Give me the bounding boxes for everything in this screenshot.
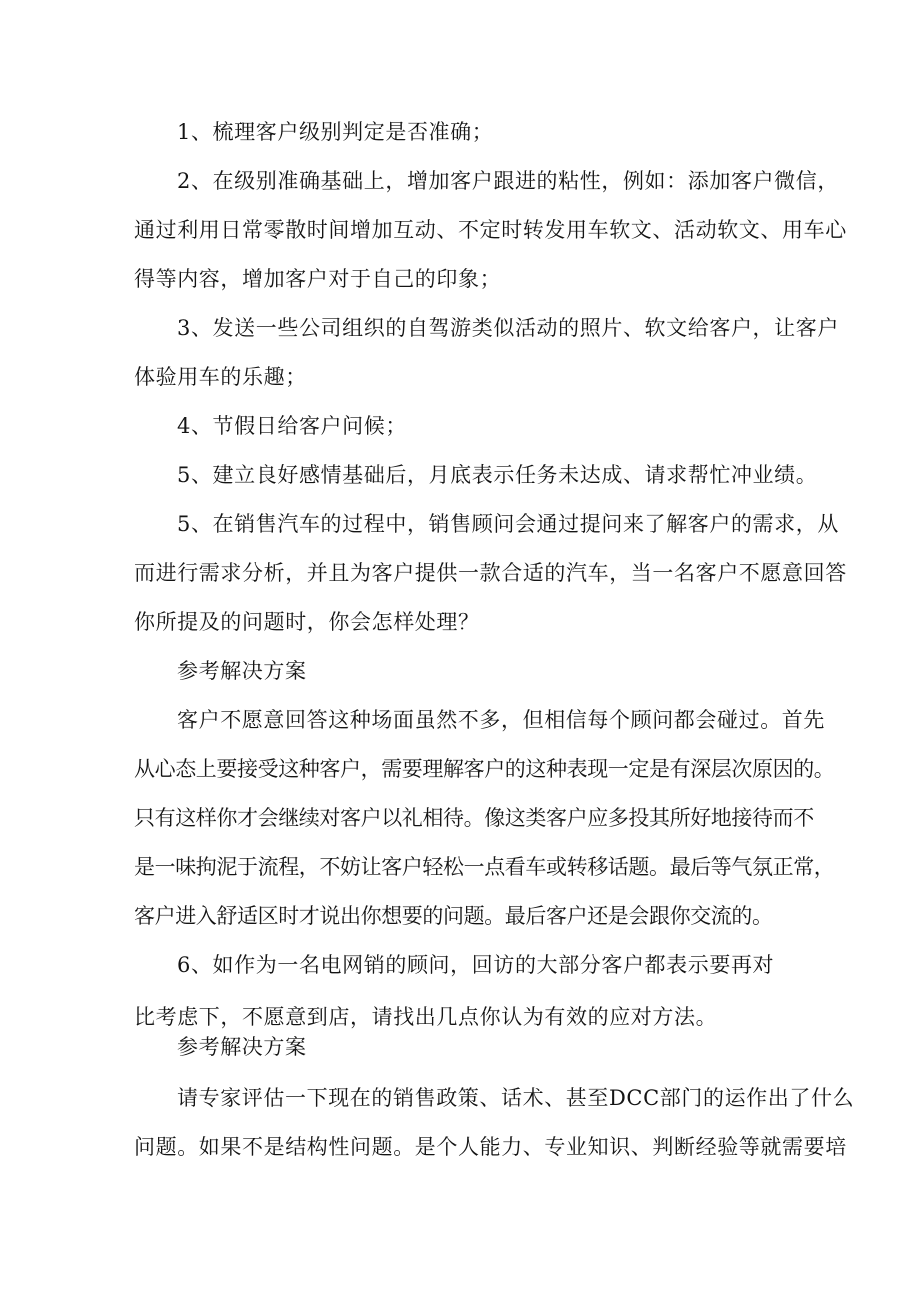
section-heading: 参考解决方案 [177, 659, 307, 683]
text-line: 请专家评估一下现在的销售政策、话术、甚至DCC部门的运作出了什么 [177, 1086, 855, 1110]
text-line: 通过利用日常零散时间增加互动、不定时转发用车软文、活动软文、用车心 [134, 218, 847, 242]
text-line: 从心态上要接受这种客户，需要理解客户的这种表现一定是有深层次原因的。 [134, 757, 835, 781]
text-line: 3、发送一些公司组织的自驾游类似活动的照片、软文给客户，让客户 [177, 316, 839, 340]
text-line: 1、梳理客户级别判定是否准确； [177, 120, 494, 144]
text-line: 4、节假日给客户问候； [177, 414, 407, 438]
text-line: 而进行需求分析，并且为客户提供一款合适的汽车，当一名客户不愿意回答 [134, 561, 847, 585]
text-line: 6、如作为一名电网销的顾问，回访的大部分客户都表示要再对 [177, 953, 775, 977]
text-line: 问题。如果不是结构性问题。是个人能力、专业知识、判断经验等就需要培 [134, 1135, 847, 1159]
text-line: 客户不愿意回答这种场面虽然不多，但相信每个顾问都会碰过。首先 [177, 708, 825, 732]
text-line: 你所提及的问题时，你会怎样处理？ [134, 610, 480, 634]
text-line: 体验用车的乐趣； [134, 365, 307, 389]
text-line: 5、建立良好感情基础后，月底表示任务未达成、请求帮忙冲业绩。 [177, 463, 818, 487]
text-line: 得等内容，增加客户对于自己的印象； [134, 267, 502, 291]
text-line: 客户进入舒适区时才说出你想要的问题。最后客户还是会跟你交流的。 [134, 904, 773, 928]
text-line: 是一味拘泥于流程，不妨让客户轻松一点看车或转移话题。最后等气氛正常， [134, 855, 835, 879]
text-line: 只有这样你才会继续对客户以礼相待。像这类客户应多投其所好地接待而不 [134, 806, 814, 830]
text-line: 5、在销售汽车的过程中，销售顾问会通过提问来了解客户的需求，从 [177, 512, 839, 536]
text-line: 比考虑下，不愿意到店，请找出几点你认为有效的应对方法。 [134, 1005, 718, 1029]
section-heading: 参考解决方案 [177, 1035, 307, 1059]
text-line: 2、在级别准确基础上，增加客户跟进的粘性，例如：添加客户微信， [177, 169, 839, 193]
